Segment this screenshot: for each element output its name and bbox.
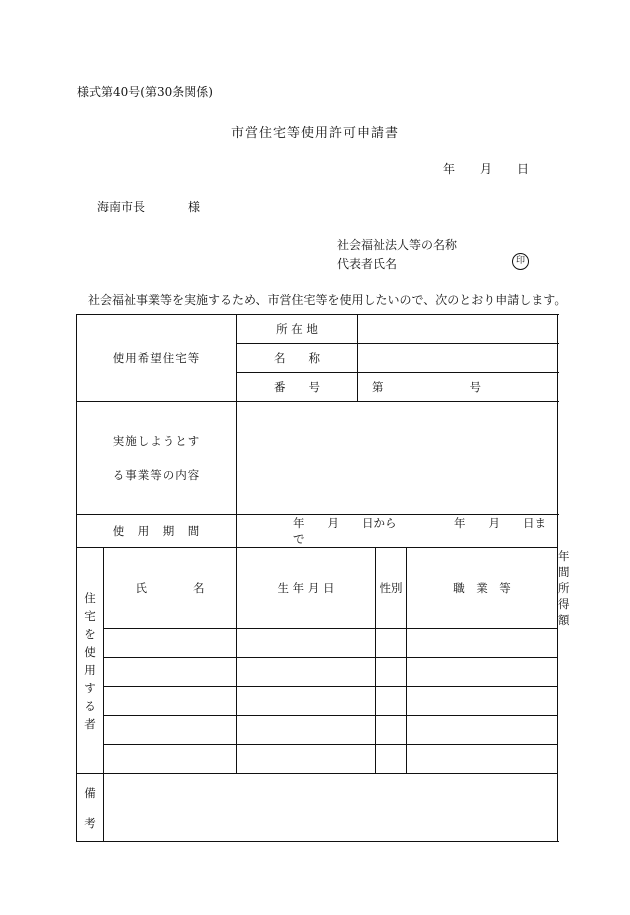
users-char: 用: [84, 662, 96, 677]
applicant-org-label: 社会福祉法人等の名称: [337, 238, 458, 252]
housing-number-field[interactable]: [358, 373, 558, 402]
user-sex-cell[interactable]: [376, 716, 407, 745]
table-row: [77, 687, 558, 716]
remarks-label: [77, 774, 104, 842]
users-char: 使: [84, 644, 96, 659]
users-char: す: [84, 680, 96, 695]
seal-mark: 印: [512, 253, 529, 270]
user-birth-cell[interactable]: [237, 658, 376, 687]
table-row: [77, 658, 558, 687]
addressee-name: 海南市長: [97, 200, 146, 214]
table-row: [77, 745, 558, 774]
date-month: 月: [480, 162, 493, 176]
user-name-cell[interactable]: [104, 629, 237, 658]
user-job-cell[interactable]: [407, 687, 558, 716]
user-birth-cell[interactable]: [237, 629, 376, 658]
location-label: 所 在 地: [237, 315, 358, 344]
user-sex-cell[interactable]: [376, 745, 407, 774]
col-birth-header: 生 年 月 日: [237, 548, 376, 629]
table-row: [77, 629, 558, 658]
user-name-cell[interactable]: [104, 716, 237, 745]
number-suffix: 号: [469, 380, 481, 394]
col-sex-header: 性別: [376, 548, 407, 629]
form-number: 様式第40号(第30条関係): [77, 85, 213, 99]
business-label-line-1: 実施しようとす: [112, 434, 201, 448]
col-name-header: 氏 名: [104, 548, 237, 629]
business-label-line-2: る事業等の内容: [112, 468, 201, 482]
remarks-char: 考: [84, 815, 96, 830]
housing-name-field[interactable]: [358, 344, 558, 373]
table-row: [77, 402, 558, 515]
period-field[interactable]: 年 月 日から 年 月 日まで: [237, 515, 558, 548]
period-label: 使 用 期 間: [77, 515, 237, 548]
business-label: [77, 402, 237, 515]
table-row: 住 宅 を 使 用 す る 者 氏 名 生 年 月 日 性別 職 業 等 年間所得額: [77, 548, 558, 629]
user-job-cell[interactable]: [407, 745, 558, 774]
remarks-char: 備: [84, 785, 96, 800]
date-line: [443, 160, 529, 177]
user-sex-cell[interactable]: [376, 629, 407, 658]
user-job-cell[interactable]: [407, 716, 558, 745]
number-prefix: 第: [372, 380, 384, 394]
table-row: [77, 774, 558, 842]
user-sex-cell[interactable]: [376, 687, 407, 716]
col-job-header: 職 業 等: [407, 548, 558, 629]
addressee: [97, 198, 200, 215]
application-table: [76, 314, 570, 842]
representative-label: 代表者氏名: [337, 257, 398, 271]
name-label: 名 称: [237, 344, 358, 373]
number-label: 番 号: [237, 373, 358, 402]
table-row: [77, 716, 558, 745]
date-day: 日: [517, 162, 530, 176]
intro-text: 社会福祉事業等を実施するため、市営住宅等を使用したいので、次のとおり申請します。: [88, 293, 567, 307]
page-title: 市営住宅等使用許可申請書: [230, 126, 399, 141]
honorific: 様: [188, 200, 201, 214]
users-char: を: [84, 626, 96, 641]
users-char: 住: [84, 590, 96, 605]
user-job-cell[interactable]: [407, 629, 558, 658]
table-row: [77, 315, 558, 344]
remarks-field[interactable]: [104, 774, 558, 842]
table-row: [77, 515, 558, 548]
users-char: 者: [84, 716, 96, 731]
user-birth-cell[interactable]: [237, 745, 376, 774]
user-birth-cell[interactable]: [237, 687, 376, 716]
date-year: 年: [443, 162, 456, 176]
user-name-cell[interactable]: [104, 745, 237, 774]
user-name-cell[interactable]: [104, 687, 237, 716]
housing-label: 使用希望住宅等: [77, 315, 237, 402]
location-field[interactable]: [358, 315, 558, 344]
users-char: る: [84, 698, 96, 713]
user-name-cell[interactable]: [104, 658, 237, 687]
user-sex-cell[interactable]: [376, 658, 407, 687]
users-label: [77, 548, 104, 774]
business-content-field[interactable]: [237, 402, 558, 515]
user-job-cell[interactable]: [407, 658, 558, 687]
users-char: 宅: [84, 608, 96, 623]
user-birth-cell[interactable]: [237, 716, 376, 745]
